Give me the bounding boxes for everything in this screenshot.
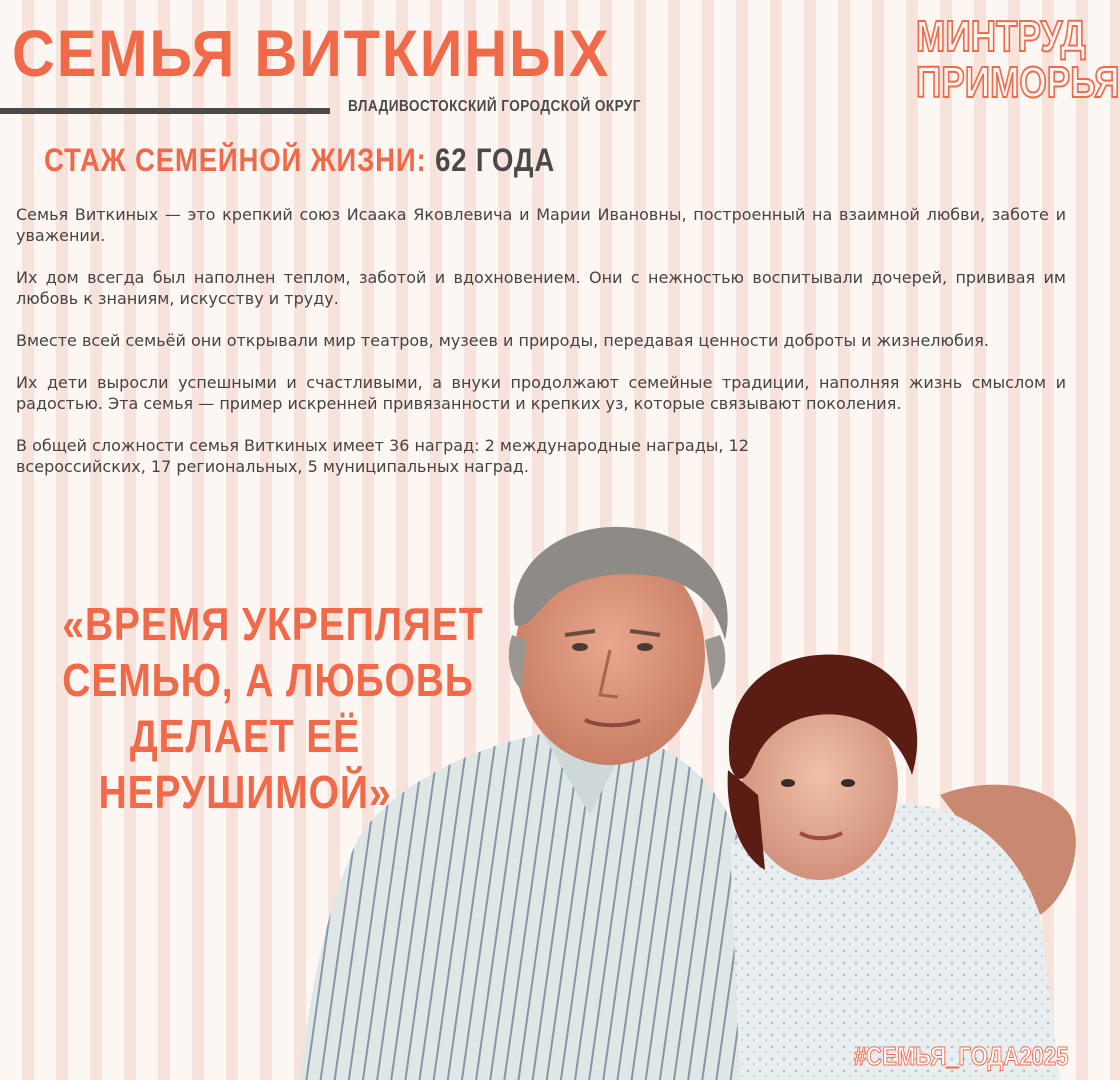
logo-line-1: МИНТРУД <box>916 12 1086 61</box>
quote-line-3: ДЕЛАЕТ ЕЁ <box>129 710 361 762</box>
title-underline <box>0 108 330 114</box>
couple-photo <box>300 515 1080 1080</box>
hashtag-label: #СЕМЬЯ_ГОДА2025 <box>853 1041 1068 1071</box>
quote-line-2: СЕМЬЮ, А ЛЮБОВЬ <box>62 654 474 706</box>
region-label: ВЛАДИВОСТОКСКИЙ ГОРОДСКОЙ ОКРУГ <box>348 98 641 115</box>
page-title: СЕМЬЯ ВИТКИНЫХ <box>12 16 611 90</box>
tenure-value: 62 ГОДА <box>435 142 556 178</box>
tenure-label: СТАЖ СЕМЕЙНОЙ ЖИЗНИ: <box>44 142 427 178</box>
family-description <box>16 204 1066 498</box>
paragraph-3: Вместе всей семьёй они открывали мир театров, музеев и природы, передавая ценности доброты и жизнелюбия. <box>16 331 989 350</box>
paragraph-4: Их дети выросли успешными и счастливыми, а внуки продолжают семейные традиции, наполняя жизнь смыслом и радостью. Эта семья — пример искренней привязанности и крепких уз, которые связывают поколения. <box>16 373 1066 413</box>
paragraph-2: Их дом всегда был наполнен теплом, заботой и вдохновением. Они с нежностью воспитывали дочерей, прививая им любовь к знаниям, искусству и труду. <box>16 268 1066 308</box>
tenure-heading <box>44 142 555 179</box>
paragraph-awards: В общей сложности семья Виткиных имеет 36 наград: 2 международные награды, 12 всероссийских, 17 региональных, 5 муниципальных наград. <box>16 436 749 476</box>
ministry-logo <box>878 12 1120 107</box>
logo-line-2: ПРИМОРЬЯ <box>916 58 1120 107</box>
paragraph-1: Семья Виткиных — это крепкий союз Исаака Яковлевича и Марии Ивановны, построенный на взаимной любви, заботе и уважении. <box>16 205 1066 245</box>
quote-line-1: «ВРЕМЯ УКРЕПЛЯЕТ <box>62 598 484 650</box>
quote-line-4: НЕРУШИМОЙ» <box>98 766 392 818</box>
